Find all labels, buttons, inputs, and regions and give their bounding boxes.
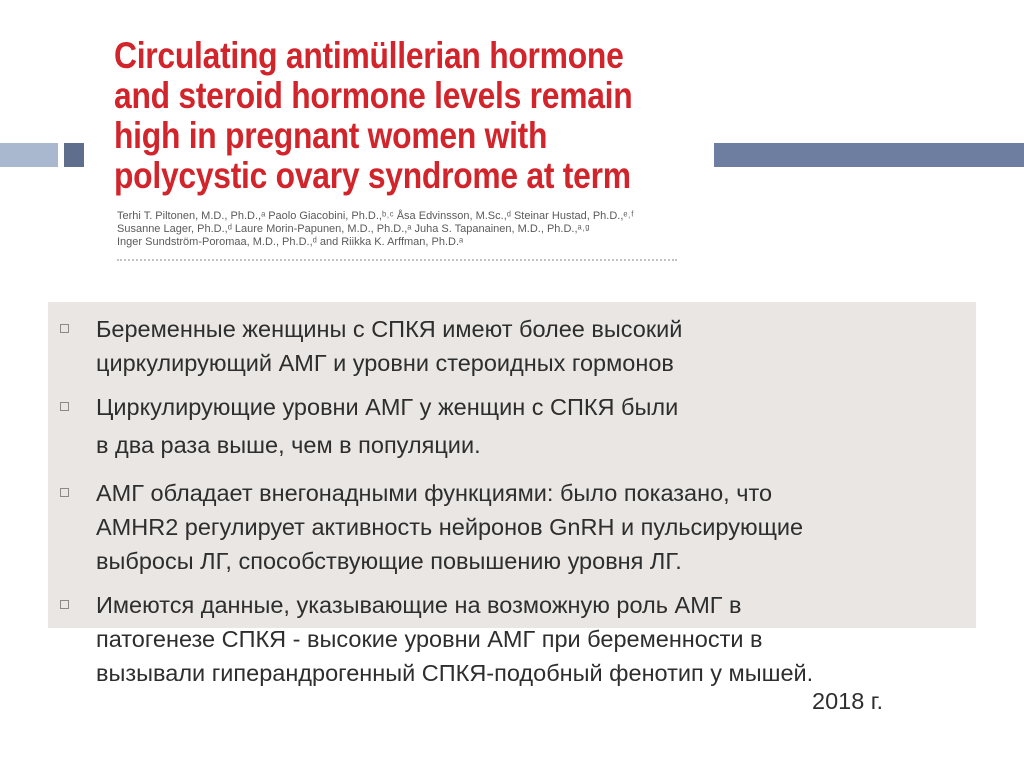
bullet-item [58, 476, 958, 578]
year-label: 2018 г. [812, 688, 884, 714]
bullet-line: вызывали гиперандрогенный СПКЯ-подобный фенотип у мышей. [96, 660, 814, 686]
paper-author-line: Inger Sundström-Poromaa, M.D., Ph.D.,ᵈ and Riikka K. Arffman, Ph.D.ᵃ [117, 236, 464, 248]
bullet-list [58, 312, 958, 700]
paper-authors [117, 210, 707, 249]
bullet-line: Циркулирующие уровни АМГ у женщин с СПКЯ были [96, 394, 679, 420]
decor-bar-right [714, 143, 1024, 167]
bullet-continuation: в два раза выше, чем в популяции. [96, 432, 481, 458]
bullet-item [58, 312, 958, 380]
square-bullet-icon [60, 488, 69, 497]
bullet-line: AMHR2 регулирует активность нейронов GnRH и пульсирующие [96, 514, 804, 540]
paper-title [114, 36, 714, 196]
square-bullet-icon [60, 402, 69, 411]
decor-bar-left-light [0, 143, 58, 167]
paper-title-line: high in pregnant women with [114, 115, 548, 156]
bullet-line: выбросы ЛГ, способствующие повышению уровня ЛГ. [96, 548, 682, 574]
square-bullet-icon [60, 600, 69, 609]
paper-title-line: Circulating antimüllerian hormone [114, 35, 624, 76]
paper-title-line: polycystic ovary syndrome at term [114, 155, 631, 196]
paper-clipping [104, 28, 694, 264]
decor-bar-left-dark [64, 143, 84, 167]
paper-affiliation-cutoff [117, 259, 677, 267]
square-bullet-icon [60, 324, 69, 333]
bullet-item [58, 390, 958, 424]
bullet-line: патогенезе СПКЯ - высокие уровни АМГ при беременности в [96, 626, 763, 652]
bullet-line: циркулирующий АМГ и уровни стероидных гормонов [96, 350, 674, 376]
bullet-line: Имеются данные, указывающие на возможную роль АМГ в [96, 592, 742, 618]
bullet-line: АМГ обладает внегонадными функциями: было показано, что [96, 480, 773, 506]
paper-author-line: Susanne Lager, Ph.D.,ᵈ Laure Morin-Papunen, M.D., Ph.D.,ᵃ Juha S. Tapanainen, M.D., Ph.D.,ᵃ˒ᵍ [117, 223, 590, 235]
paper-author-line: Terhi T. Piltonen, M.D., Ph.D.,ᵃ Paolo Giacobini, Ph.D.,ᵇ˒ᶜ Åsa Edvinsson, M.Sc.,ᵈ Steinar Hustad, Ph.D.,ᵉ˒ᶠ [117, 210, 634, 222]
bullet-line: Беременные женщины с СПКЯ имеют более высокий [96, 316, 683, 342]
paper-title-line: and steroid hormone levels remain [114, 75, 633, 116]
bullet-item [58, 588, 958, 690]
